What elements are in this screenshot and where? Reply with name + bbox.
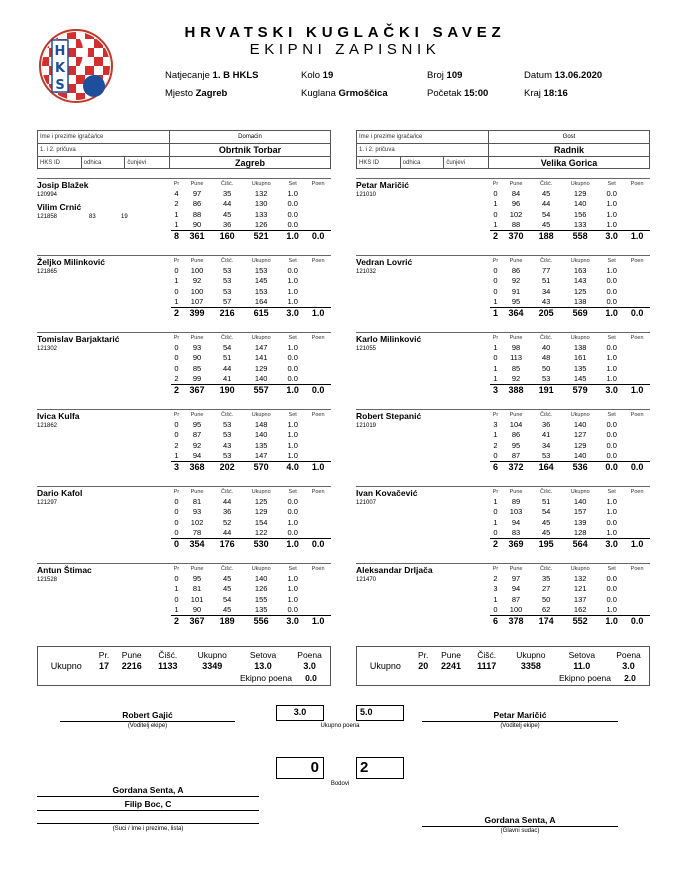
home-player-block	[37, 409, 331, 486]
player-score-table: Pr Pune Čišć. Ukupno Set Poen 0 95 53 148 1.0 0 87 53 140 1.0 2 92 43 135 1.0 1 94 53 147 1.0 3 368 202 570 4.0 1.0	[171, 410, 331, 473]
player-id: 120994	[37, 192, 58, 198]
player-total-row: 3 388 191 579 3.0 1.0	[490, 384, 650, 396]
guest-captain-name: Petar Maričić	[493, 710, 547, 720]
lane-row: 0 95 53 148 1.0	[174, 419, 298, 429]
home-summary: Pr. Pune Čišć. Ukupno Setova Poena Ukupno 17 2216 1133 3349 13.0 3.0 Ekipno poena 0.0	[37, 646, 331, 686]
player-id: 121032	[356, 269, 377, 275]
lane-row: 2 95 34 129 0.0	[493, 440, 617, 450]
lane-row: 0 86 77 163 1.0	[493, 265, 617, 275]
lane-row: 1 81 45 126 1.0	[174, 584, 298, 594]
lane-row: 0 100 53 153 1.0	[174, 286, 298, 296]
guest-team-header: Ime i prezime igrača/ice Gost 1. i 2. pričuva Radnik HKS ID odhica čunjevi Velika Gorica	[356, 130, 650, 169]
home-captain-label: (Voditelj ekipe)	[127, 723, 168, 729]
player-id: 121470	[356, 577, 377, 583]
player-name: Petar Maričić	[356, 180, 409, 190]
player-score-table: Pr Pune Čišć. Ukupno Set Poen 0 84 45 129 0.0 1 96 44 140 1.0 0 102 54 156 1.0 1 88 45 133 1.0 2 370 188 558 3.0 1.0	[490, 179, 650, 242]
lane-row: 0 113 48 161 1.0	[493, 353, 617, 363]
lane-row: 0 102 54 156 1.0	[493, 209, 617, 219]
home-player-block	[37, 255, 331, 332]
judge-1-name: Gordana Senta, A	[112, 785, 184, 795]
lane-row: 0 85 44 129 0.0	[174, 363, 298, 373]
home-points-box: 3.0	[276, 705, 324, 721]
player-score-table: Pr Pune Čišć. Ukupno Set Poen 1 98 40 138 0.0 0 113 48 161 1.0 1 85 50 135 1.0 1 92 53 145 1.0 3 388 191 579 3.0 1.0	[490, 333, 650, 396]
document-subtitle: EKIPNI ZAPISNIK	[249, 41, 441, 58]
guest-team-name: Radnik	[553, 145, 584, 155]
lane-row: 0 103 54 157 1.0	[493, 507, 617, 517]
lane-row: 1 92 53 145 1.0	[493, 374, 617, 383]
lane-row: 1 94 45 139 0.0	[493, 517, 617, 527]
home-team-name: Obrtnik Torbar	[218, 145, 282, 155]
player-name: Željko Milinković	[37, 257, 106, 267]
natjecanje-field: Natjecanje 1. B HKLS	[165, 70, 259, 81]
player-score-table: Pr Pune Čišć. Ukupno Set Poen 0 81 44 125 0.0 0 93 36 129 0.0 0 102 52 154 1.0 0 78 44 122 0.0 0 354 176 530 1.0 0.0	[171, 487, 331, 550]
lane-row: 1 86 41 127 0.0	[493, 430, 617, 440]
guest-player-block	[356, 409, 650, 486]
substitute-odhica: 83	[89, 214, 96, 220]
lane-row: 0 81 44 125 0.0	[174, 496, 298, 506]
lane-row: 2 99 41 140 0.0	[174, 374, 298, 383]
lane-row: 0 78 44 122 0.0	[174, 528, 298, 537]
guest-captain-label: (Voditelj ekipe)	[500, 723, 540, 729]
player-total-row: 8 361 160 521 1.0 0.0	[171, 230, 331, 242]
home-team-header: Ime i prezime igrača/ice Domaćin 1. i 2. pričuva Obrtnik Torbar HKS ID odhica čunjevi Zagreb	[37, 130, 331, 169]
player-name: Aleksandar Drljača	[356, 565, 433, 575]
broj-field: Broj 109	[427, 70, 463, 81]
substitute-id: 121858	[37, 214, 58, 220]
player-score-table: Pr Pune Čišć. Ukupno Set Poen 0 95 45 140 1.0 1 81 45 126 1.0 0 101 54 155 1.0 1 90 45 135 0.0 2 367 189 556 3.0 1.0	[171, 564, 331, 627]
lane-row: 0 91 34 125 0.0	[493, 286, 617, 296]
lane-row: 1 90 36 126 0.0	[174, 220, 298, 229]
guest-points-box: 5.0	[356, 705, 404, 721]
player-id: 121528	[37, 577, 58, 583]
player-name: Robert Stepanić	[356, 411, 422, 421]
home-player-block	[37, 563, 331, 640]
player-id: 121862	[37, 423, 58, 429]
lane-row: 0 102 52 154 1.0	[174, 517, 298, 527]
home-player-block	[37, 486, 331, 563]
lane-row: 0 101 54 155 1.0	[174, 594, 298, 604]
lane-row: 1 90 45 135 0.0	[174, 605, 298, 614]
lane-row: 0 87 53 140 1.0	[174, 430, 298, 440]
player-id: 121019	[356, 423, 377, 429]
player-score-table: Pr Pune Čišć. Ukupno Set Poen 4 97 35 132 1.0 2 86 44 130 0.0 1 88 45 133 0.0 1 90 36 126 0.0 8 361 160 521 1.0 0.0	[171, 179, 331, 242]
lane-row: 1 88 45 133 0.0	[174, 209, 298, 219]
svg-text:H: H	[54, 44, 66, 59]
lane-row: 2 92 43 135 1.0	[174, 440, 298, 450]
player-name: Josip Blažek	[37, 180, 89, 190]
lane-row: 3 104 36 140 0.0	[493, 419, 617, 429]
player-score-table: Pr Pune Čišć. Ukupno Set Poen 3 104 36 140 0.0 1 86 41 127 0.0 2 95 34 129 0.0 0 87 53 140 0.0 6 372 164 536 0.0 0.0	[490, 410, 650, 473]
guest-player-block	[356, 178, 650, 255]
player-id: 121302	[37, 346, 58, 352]
player-score-table: Pr Pune Čišć. Ukupno Set Poen 2 97 35 132 0.0 3 94 27 121 0.0 1 87 50 137 0.0 0 100 62 162 1.0 6 378 174 552 1.0 0.0	[490, 564, 650, 627]
player-score-table: Pr Pune Čišć. Ukupno Set Poen 1 89 51 140 1.0 0 103 54 157 1.0 1 94 45 139 0.0 0 83 45 128 1.0 2 369 195 564 3.0 1.0	[490, 487, 650, 550]
lane-row: 1 88 45 133 1.0	[493, 220, 617, 229]
player-name: Karlo Milinković	[356, 334, 422, 344]
guest-bodovi-box: 2	[356, 757, 404, 779]
datum-field: Datum 13.06.2020	[524, 70, 603, 81]
guest-player-block	[356, 563, 650, 640]
player-total-row: 3 368 202 570 4.0 1.0	[171, 461, 331, 473]
guest-player-block	[356, 332, 650, 409]
judge-2-name: Filip Boc, C	[124, 799, 172, 809]
player-total-row: 2 370 188 558 3.0 1.0	[490, 230, 650, 242]
guest-team-city: Velika Gorica	[540, 158, 598, 168]
player-name: Vedran Lovrić	[356, 257, 413, 267]
home-team-city: Zagreb	[234, 158, 265, 168]
mjesto-field: Mjesto Zagreb	[165, 88, 228, 99]
ukupno-poena-label: Ukupno poena	[320, 723, 360, 729]
home-bodovi-box: 0	[276, 757, 324, 779]
player-name: Dario Kafol	[37, 488, 83, 498]
player-name: Tomislav Barjaktarić	[37, 334, 120, 344]
lane-row: 0 95 45 140 1.0	[174, 573, 298, 583]
player-total-row: 2 367 190 557 1.0 0.0	[171, 384, 331, 396]
player-total-row: 2 399 216 615 3.0 1.0	[171, 307, 331, 319]
lane-row: 1 87 50 137 0.0	[493, 594, 617, 604]
lane-row: 3 94 27 121 0.0	[493, 584, 617, 594]
lane-row: 1 94 53 147 1.0	[174, 451, 298, 460]
document-title: HRVATSKI KUGLAČKI SAVEZ	[184, 24, 506, 41]
lane-row: 0 90 51 141 0.0	[174, 353, 298, 363]
player-id: 121865	[37, 269, 58, 275]
lane-row: 0 87 53 140 0.0	[493, 451, 617, 460]
kuglana-field: Kuglana Grmoščica	[301, 88, 388, 99]
lane-row: 0 83 45 128 1.0	[493, 528, 617, 537]
kraj-field: Kraj 18:16	[524, 88, 568, 99]
home-player-block	[37, 178, 331, 255]
player-total-row: 1 364 205 569 1.0 0.0	[490, 307, 650, 319]
lane-row: 4 97 35 132 1.0	[174, 188, 298, 198]
player-total-row: 2 367 189 556 3.0 1.0	[171, 615, 331, 627]
svg-text:K: K	[54, 61, 66, 76]
head-judge-name: Gordana Senta, A	[484, 815, 556, 825]
guest-player-block	[356, 255, 650, 332]
head-judge-label: (Glavni sudac)	[500, 828, 540, 834]
player-id: 121007	[356, 500, 377, 506]
lane-row: 1 98 40 138 0.0	[493, 342, 617, 352]
substitute-cunjevi: 19	[121, 214, 128, 220]
home-player-block	[37, 332, 331, 409]
guest-summary: Pr. Pune Čišć. Ukupno Setova Poena Ukupno 20 2241 1117 3358 11.0 3.0 Ekipno poena 2.0	[356, 646, 650, 686]
lane-row: 1 92 53 145 1.0	[174, 276, 298, 286]
hks-logo	[38, 28, 114, 104]
lane-row: 0 100 53 153 0.0	[174, 265, 298, 275]
player-id: 121297	[37, 500, 58, 506]
guest-ekipno-poena: 2.0	[624, 673, 636, 683]
kolo-field: Kolo 19	[301, 70, 334, 81]
lane-row: 0 93 54 147 1.0	[174, 342, 298, 352]
player-name: Ivan Kovačević	[356, 488, 418, 498]
player-total-row: 0 354 176 530 1.0 0.0	[171, 538, 331, 550]
lane-row: 1 95 43 138 0.0	[493, 297, 617, 306]
home-ekipno-poena: 0.0	[305, 673, 317, 683]
player-name: Ivica Kulfa	[37, 411, 80, 421]
lane-row: 0 100 62 162 1.0	[493, 605, 617, 614]
substitute-name: Vilim Crnić	[37, 202, 82, 212]
player-name: Antun Štimac	[37, 565, 92, 575]
lane-row: 1 89 51 140 1.0	[493, 496, 617, 506]
lane-row: 1 107 57 164 1.0	[174, 297, 298, 306]
svg-text:S: S	[55, 78, 65, 93]
lane-row: 1 96 44 140 1.0	[493, 199, 617, 209]
bodovi-label: Bodovi	[330, 781, 350, 787]
suci-label: (Suci / Ime i prezime, lista)	[112, 826, 184, 832]
lane-row: 2 97 35 132 0.0	[493, 573, 617, 583]
home-captain-name: Robert Gajić	[122, 710, 173, 720]
lane-row: 0 92 51 143 0.0	[493, 276, 617, 286]
player-score-table: Pr Pune Čišć. Ukupno Set Poen 0 100 53 153 0.0 1 92 53 145 1.0 0 100 53 153 1.0 1 107 57 164 1.0 2 399 216 615 3.0 1.0	[171, 256, 331, 319]
lane-row: 1 85 50 135 1.0	[493, 363, 617, 373]
guest-player-block	[356, 486, 650, 563]
player-total-row: 6 372 164 536 0.0 0.0	[490, 461, 650, 473]
lane-row: 0 84 45 129 0.0	[493, 188, 617, 198]
player-score-table: Pr Pune Čišć. Ukupno Set Poen 0 93 54 147 1.0 0 90 51 141 0.0 0 85 44 129 0.0 2 99 41 140 0.0 2 367 190 557 1.0 0.0	[171, 333, 331, 396]
player-total-row: 6 378 174 552 1.0 0.0	[490, 615, 650, 627]
player-id: 121055	[356, 346, 377, 352]
lane-row: 0 93 36 129 0.0	[174, 507, 298, 517]
player-id: 121010	[356, 192, 377, 198]
pocetak-field: Početak 15:00	[427, 88, 489, 99]
player-total-row: 2 369 195 564 3.0 1.0	[490, 538, 650, 550]
lane-row: 2 86 44 130 0.0	[174, 199, 298, 209]
player-score-table: Pr Pune Čišć. Ukupno Set Poen 0 86 77 163 1.0 0 92 51 143 0.0 0 91 34 125 0.0 1 95 43 138 0.0 1 364 205 569 1.0 0.0	[490, 256, 650, 319]
